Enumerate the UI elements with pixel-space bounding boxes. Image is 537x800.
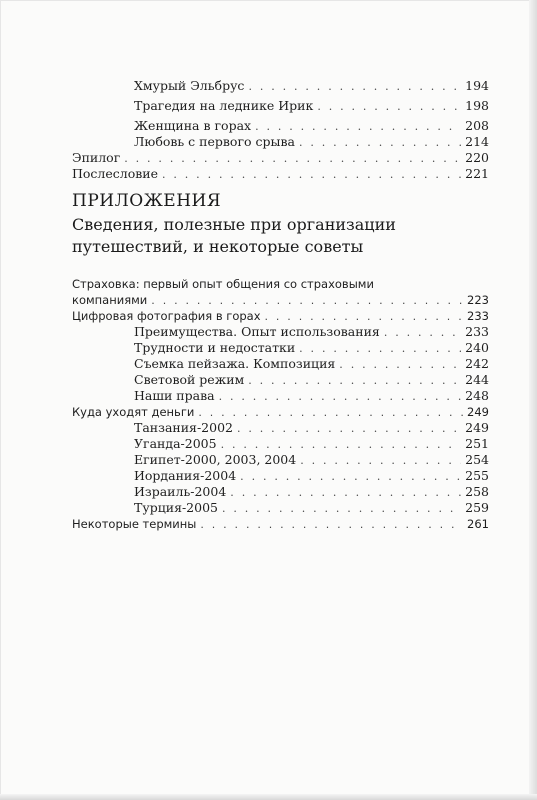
toc-entry-page: 220 xyxy=(465,150,489,165)
toc-leader-dots xyxy=(222,501,461,517)
toc-entry-page: 242 xyxy=(465,356,489,371)
toc-entry[interactable] xyxy=(134,484,489,500)
toc-entry-page: 198 xyxy=(465,98,489,113)
toc-leader-dots xyxy=(317,99,461,115)
toc-entry-page: 221 xyxy=(465,166,489,181)
toc-entry-title: Цифровая фотография в горах xyxy=(72,309,261,323)
toc-entry-title: Наши права xyxy=(134,388,215,403)
toc-entry-title: Трудности и недостатки xyxy=(134,340,296,355)
toc-leader-dots xyxy=(248,79,461,95)
toc-entry[interactable] xyxy=(134,134,489,150)
toc-leader-dots xyxy=(219,389,462,405)
toc-entry-page: 194 xyxy=(465,78,489,93)
toc-entry[interactable] xyxy=(134,468,489,484)
toc-entry-page: 208 xyxy=(465,118,489,133)
toc-entry-title: Эпилог xyxy=(72,150,121,165)
toc-leader-dots xyxy=(339,357,461,373)
toc-entry-page: 214 xyxy=(465,134,489,149)
toc-leader-dots xyxy=(300,453,461,469)
toc-entry-page: 249 xyxy=(467,405,489,419)
toc-entry-title: Трагедия на леднике Ирик xyxy=(134,98,314,113)
toc-leader-dots xyxy=(221,437,462,453)
toc-entry-page: 249 xyxy=(465,420,489,435)
toc-entry-title: Послесловие xyxy=(72,166,158,181)
toc-entry-page: 233 xyxy=(465,324,489,339)
toc-entry[interactable] xyxy=(134,118,489,134)
toc-leader-dots xyxy=(151,293,463,309)
toc-leader-dots xyxy=(265,309,463,325)
toc-leader-dots xyxy=(198,405,463,421)
toc-entry-title-line1[interactable]: Страховка: первый опыт общения со страховыми xyxy=(72,277,374,291)
toc-entry[interactable] xyxy=(134,356,489,372)
toc-entry[interactable] xyxy=(134,388,489,404)
toc-leader-dots xyxy=(299,135,461,151)
toc-entry-page: 261 xyxy=(467,517,489,531)
toc-entry[interactable] xyxy=(134,98,489,114)
toc-entry-title: Любовь с первого срыва xyxy=(134,134,295,149)
toc-entry-title: Куда уходят деньги xyxy=(72,405,195,419)
toc-entry[interactable] xyxy=(134,340,489,356)
toc-entry-title: Египет-2000, 2003, 2004 xyxy=(134,452,297,467)
toc-entry[interactable] xyxy=(134,452,489,468)
toc-entry-title: Съемка пейзажа. Композиция xyxy=(134,356,336,371)
toc-leader-dots xyxy=(162,167,461,183)
toc-leader-dots xyxy=(124,151,461,167)
toc-entry[interactable] xyxy=(134,78,489,94)
toc-entry-title: Женщина в горах xyxy=(134,118,252,133)
toc-entry-title: компаниями xyxy=(72,293,148,307)
toc-leader-dots xyxy=(200,517,463,533)
toc-entry-title: Световой режим xyxy=(134,372,245,387)
toc-entry[interactable] xyxy=(72,308,489,324)
toc-entry-title: Танзания-2002 xyxy=(134,420,233,435)
appendix-subheading: Сведения, полезные при организации путешествий, и некоторые советы xyxy=(72,215,396,256)
toc-leader-dots xyxy=(384,325,461,341)
toc-entry-page: 233 xyxy=(467,309,489,323)
toc-entry-title: Израиль-2004 xyxy=(134,484,227,499)
toc-leader-dots xyxy=(240,469,461,485)
toc-entry-page: 251 xyxy=(465,436,489,451)
toc-leader-dots xyxy=(230,485,461,501)
toc-leader-dots xyxy=(299,341,461,357)
toc-entry[interactable] xyxy=(134,324,489,340)
toc-leader-dots xyxy=(255,119,461,135)
appendix-heading: ПРИЛОЖЕНИЯ xyxy=(72,191,222,211)
toc-entry-page: 223 xyxy=(467,293,489,307)
toc-entry-title: Турция-2005 xyxy=(134,500,218,515)
toc-entry[interactable] xyxy=(134,420,489,436)
toc-entry[interactable] xyxy=(72,150,489,166)
toc-entry-title: Преимущества. Опыт использования xyxy=(134,324,380,339)
toc-entry-page: 244 xyxy=(465,372,489,387)
toc-entry-page: 259 xyxy=(465,500,489,515)
toc-entry-page: 255 xyxy=(465,468,489,483)
toc-entry[interactable] xyxy=(72,292,489,308)
toc-entry[interactable] xyxy=(72,166,489,182)
toc-leader-dots xyxy=(237,421,461,437)
toc-entry[interactable] xyxy=(134,372,489,388)
page-edge-bottom xyxy=(0,794,537,800)
toc-entry-page: 254 xyxy=(465,452,489,467)
toc-entry[interactable] xyxy=(134,500,489,516)
toc-entry[interactable] xyxy=(72,404,489,420)
toc-entry-page: 240 xyxy=(465,340,489,355)
toc-entry-title: Иордания-2004 xyxy=(134,468,237,483)
toc-entry-title: Уганда-2005 xyxy=(134,436,217,451)
toc-leader-dots xyxy=(248,373,461,389)
toc-entry[interactable] xyxy=(72,516,489,532)
toc-entry[interactable] xyxy=(134,436,489,452)
toc-entry-title: Некоторые термины xyxy=(72,517,197,531)
toc-entry-page: 258 xyxy=(465,484,489,499)
page-edge-right xyxy=(529,0,537,800)
toc-entry-page: 248 xyxy=(465,388,489,403)
toc-entry-title: Хмурый Эльбрус xyxy=(134,78,245,93)
